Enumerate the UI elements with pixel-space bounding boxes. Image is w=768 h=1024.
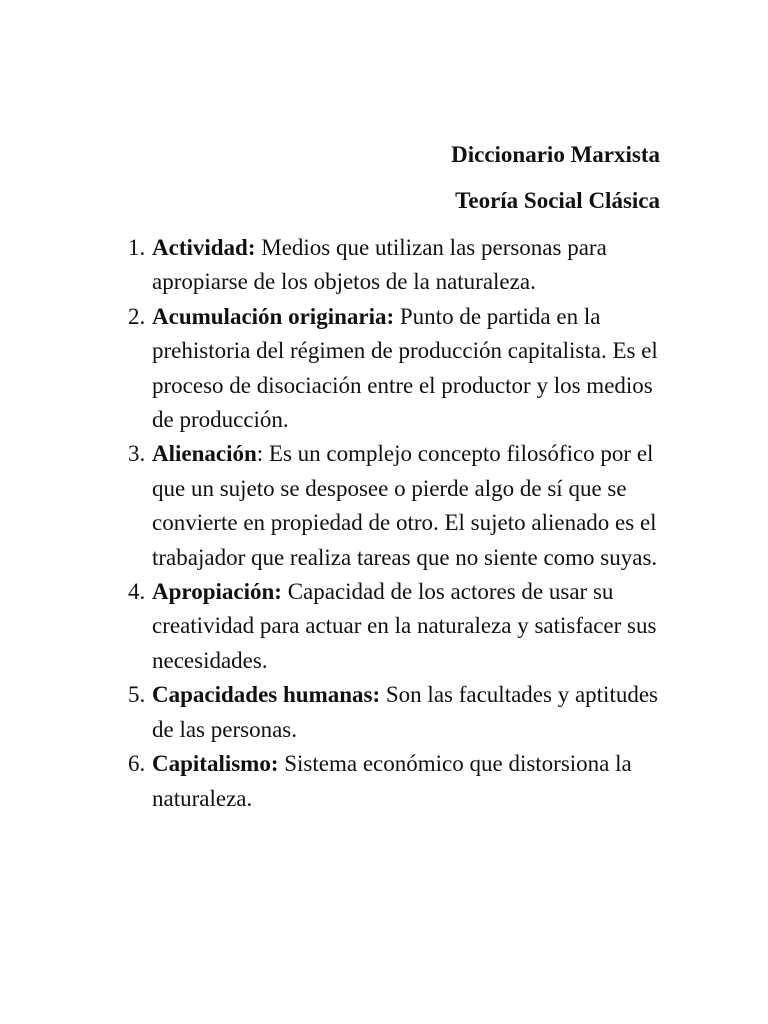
- entry-definition: Sistema económico que distorsiona la naturaleza.: [152, 751, 632, 811]
- glossary-entry-capacidades-humanas: [128, 678, 668, 747]
- document-subtitle: Teoría Social Clásica: [455, 188, 660, 213]
- glossary-entry-actividad: [128, 231, 668, 300]
- entry-definition: Punto de partida en la prehistoria del régimen de producción capitalista. Es el proceso de disociación entre el productor y los medios de producción.: [152, 303, 658, 433]
- entry-definition: Medios que utilizan las personas para apropiarse de los objetos de la naturaleza.: [152, 235, 607, 295]
- entry-term: Capacidades humanas:: [152, 682, 381, 708]
- glossary-entry-capitalismo: [128, 747, 668, 816]
- entry-term: Alienación: [152, 441, 257, 467]
- glossary-entry-alienacion: [128, 437, 668, 575]
- entry-number: 3.: [128, 441, 146, 467]
- glossary-list: [128, 231, 668, 816]
- entry-term: Actividad:: [152, 235, 256, 260]
- entry-number: 2.: [128, 303, 146, 329]
- glossary-entry-acumulacion-originaria: [128, 300, 668, 438]
- glossary-entry-apropiacion: [128, 575, 668, 678]
- entry-term: Capitalismo:: [152, 751, 279, 777]
- entry-separator: :: [256, 441, 264, 467]
- entry-number: 6.: [128, 751, 146, 777]
- entry-number: 1.: [128, 235, 146, 260]
- document-title: Diccionario Marxista: [451, 142, 660, 167]
- entry-definition: Capacidad de los actores de usar su creatividad para actuar en la naturaleza y satisfacer sus necesidades.: [152, 579, 657, 673]
- entry-term: Apropiación:: [152, 579, 282, 605]
- entry-definition: Es un complejo concepto filosófico por el que un sujeto se desposee o pierde algo de sí que se convierte en propiedad de otro. El sujeto alienado es el trabajador que realiza tareas que no siente como suyas.: [152, 441, 658, 570]
- entry-term: Acumulación originaria:: [152, 303, 395, 329]
- entry-number: 5.: [128, 682, 146, 708]
- entry-number: 4.: [128, 579, 146, 605]
- entry-definition: Son las facultades y aptitudes de las personas.: [152, 682, 658, 742]
